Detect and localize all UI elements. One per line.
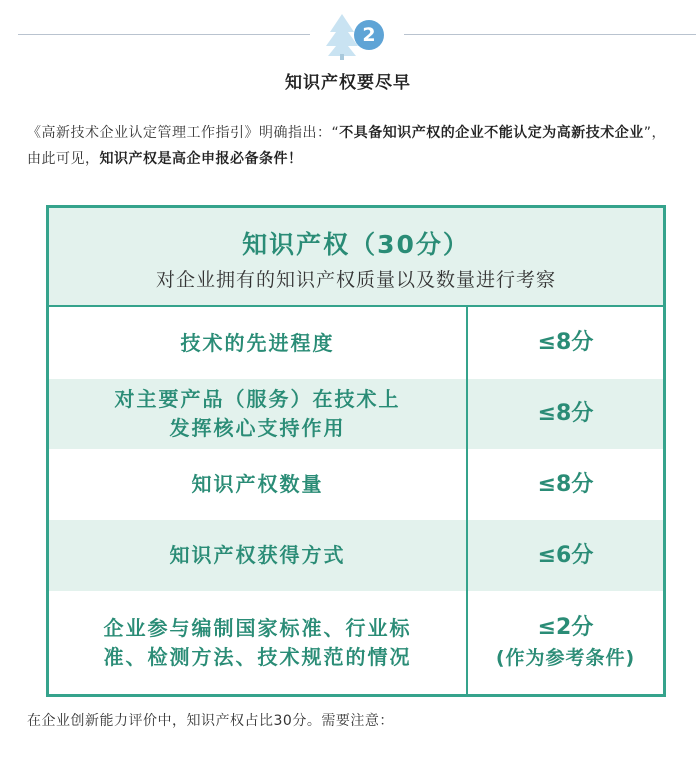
criterion-cell: 知识产权数量 [191,472,324,496]
criterion-cell: 技术的先进程度 [180,330,335,355]
table-title: 知识产权（30分） [242,230,470,259]
criterion-line: 对主要产品（服务）在技术上 [114,387,401,411]
score-cell [468,591,663,694]
intro-bold-conclusion: 知识产权是高企申报必备条件！ [99,151,303,167]
criterion-line: 准、检测方法、技术规范的情况 [103,644,412,669]
score-value: ≤2分 [537,614,594,640]
criterion-line: 发挥核心支持作用 [169,416,346,440]
table-row [49,307,663,379]
criterion-cell [49,379,466,449]
score-note: (作为参考条件) [495,646,636,669]
criterion-cell: 知识产权获得方式 [169,543,346,567]
table-row [49,520,663,591]
intro-paragraph [27,120,677,172]
score-cell: ≤8分 [537,401,594,426]
section-title: 知识产权要尽早 [285,73,411,93]
outro-text: 在企业创新能力评价中，知识产权占比30分。需要注意： [27,713,394,729]
table-subtitle: 对企业拥有的知识产权质量以及数量进行考察 [155,269,556,291]
intro-quote-prefix: 《高新技术企业认定管理工作指引》明确指出：“ [27,125,340,141]
intro-middle: ”，由此可见， [27,125,667,167]
ip-score-table [46,205,666,697]
table-header [49,208,663,307]
header-divider-left [18,34,310,35]
table-row [49,591,663,694]
criterion-cell [49,591,466,694]
intro-bold-quote: 不具备知识产权的企业不能认定为高新技术企业 [339,125,644,141]
table-row [49,379,663,449]
section-number: 2 [354,20,384,50]
criterion-line: 企业参与编制国家标准、行业标 [103,615,412,640]
score-cell: ≤6分 [537,542,594,568]
section-badge [324,12,386,60]
column-divider [466,307,468,694]
header-divider-right [404,34,696,35]
score-cell: ≤8分 [537,330,594,355]
score-cell: ≤8分 [537,471,594,497]
table-row [49,449,663,520]
